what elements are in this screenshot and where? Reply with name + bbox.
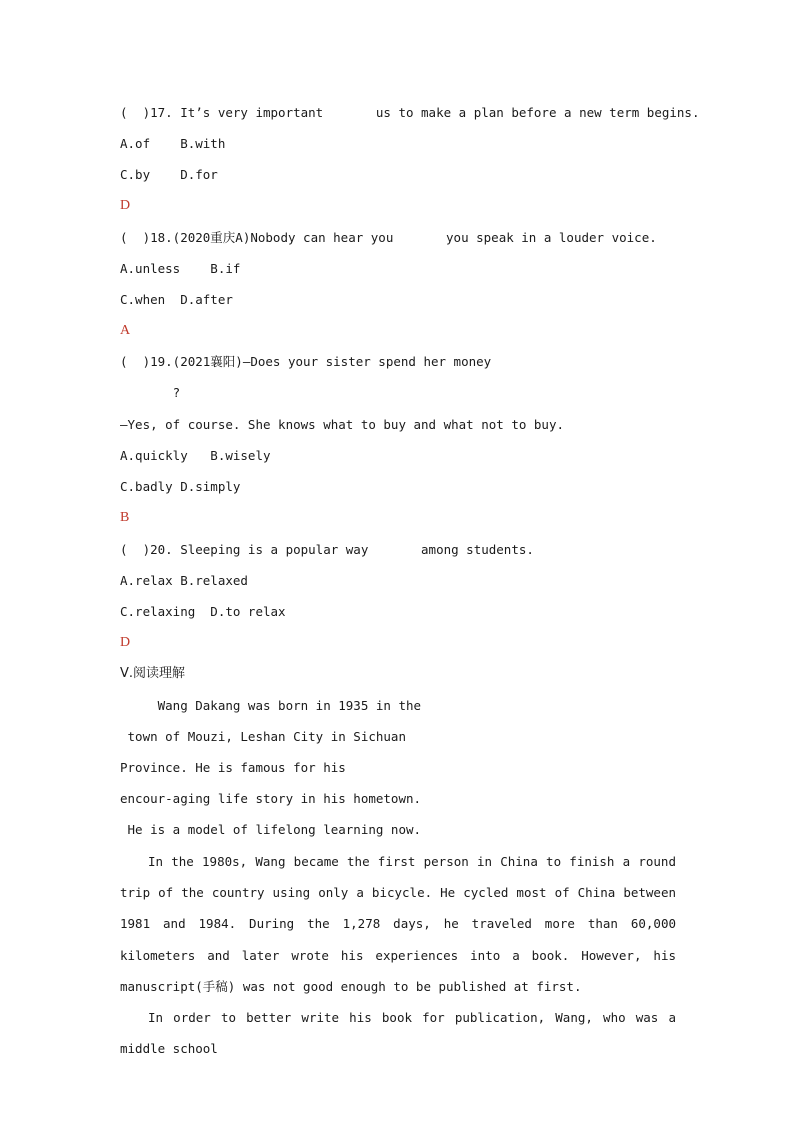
question-20-stem: ( )20. Sleeping is a popular way among students. bbox=[120, 542, 534, 557]
question-17-options-row-2: C.by D.for bbox=[120, 167, 218, 182]
question-19-options-row-1: A.quickly B.wisely bbox=[120, 448, 271, 463]
passage-intro-line-1: Wang Dakang was born in 1935 in the bbox=[120, 698, 422, 713]
passage-intro-line-3: Province. He is famous for his bbox=[120, 760, 346, 775]
question-20-options-row-2: C.relaxing D.to relax bbox=[120, 604, 286, 619]
passage-intro-line-5: He is a model of lifelong learning now. bbox=[120, 822, 422, 837]
question-19-options-row-2: C.badly D.simply bbox=[120, 479, 241, 494]
question-19-stem-continuation: ? bbox=[120, 385, 181, 400]
passage-intro-line-4: encour-aging life story in his hometown. bbox=[120, 791, 422, 806]
question-20-options-row-1: A.relax B.relaxed bbox=[120, 573, 248, 588]
question-19-dialog-reply: —Yes, of course. She knows what to buy and what not to buy. bbox=[120, 417, 565, 432]
question-17-stem: ( )17. It’s very important us to make a plan before a new term begins. bbox=[120, 105, 700, 120]
passage-paragraph-2: In order to better write his book for publication, Wang, who was a middle school bbox=[120, 1010, 676, 1057]
question-19-answer: B bbox=[120, 510, 130, 525]
question-19-stem: ( )19.(2021襄阳)—Does your sister spend her money bbox=[120, 354, 492, 369]
passage-intro-line-2: town of Mouzi, Leshan City in Sichuan bbox=[120, 729, 406, 744]
question-18-options-row-1: A.unless B.if bbox=[120, 261, 241, 276]
section-heading: Ⅴ.阅读理解 bbox=[120, 666, 186, 681]
passage-paragraph-1: In the 1980s, Wang became the first person in China to finish a round trip of the country using only a bicycle. He cycled most of China between 1981 and 1984. During the 1,278 days, he traveled more than 60,000 kilometers and later wrote his experiences into a book. However, his manuscript(手稿) was not good enough to be published at first. bbox=[120, 854, 676, 994]
question-17-options-row-1: A.of B.with bbox=[120, 136, 226, 151]
question-17-answer: D bbox=[120, 198, 131, 213]
question-20-answer: D bbox=[120, 635, 131, 650]
question-18-options-row-2: C.when D.after bbox=[120, 292, 233, 307]
question-18-answer: A bbox=[120, 323, 131, 338]
question-18-stem: ( )18.(2020重庆A)Nobody can hear you you speak in a louder voice. bbox=[120, 230, 657, 245]
